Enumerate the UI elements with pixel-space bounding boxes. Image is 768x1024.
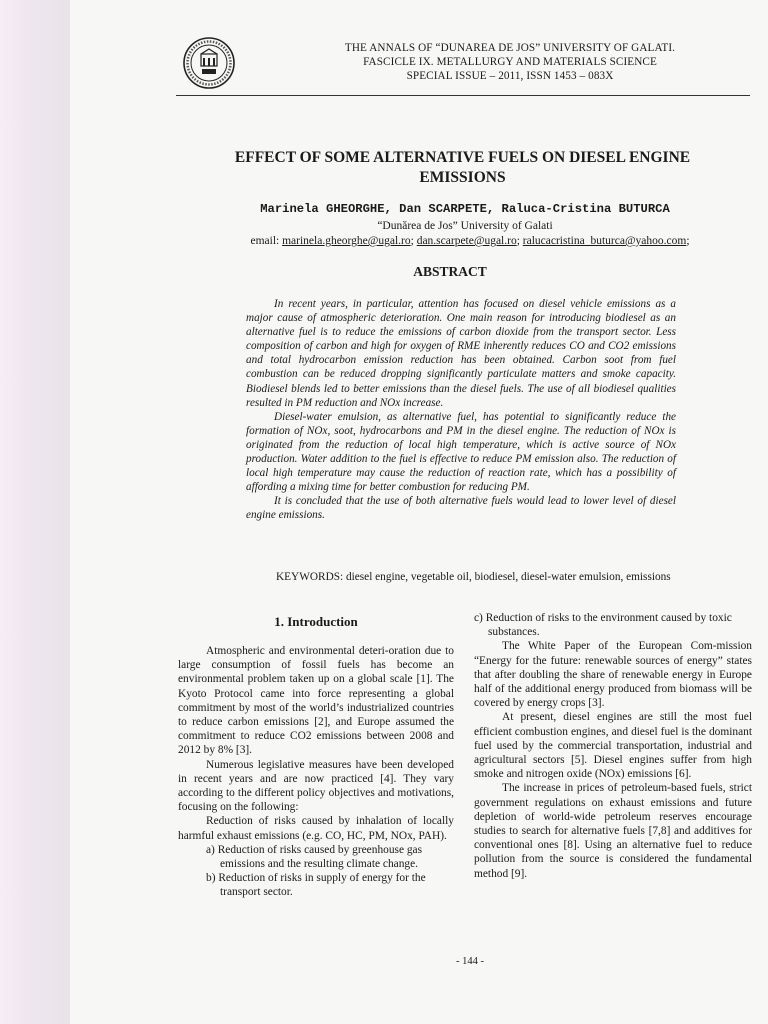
left-paragraph-2: Numerous legislative measures have been developed in recent years and are now practiced [4]. They vary according to the different policy objectives and motivations, focusing on the following: [178, 758, 454, 814]
abstract-paragraph-3: It is concluded that the use of both alternative fuels would lead to lower level of diesel engine emissions. [246, 495, 676, 522]
email-link-1[interactable]: marinela.gheorghe@ugal.ro [282, 235, 411, 247]
abstract-heading: ABSTRACT [413, 264, 487, 279]
email-link-3[interactable]: ralucacristina_buturca@yahoo.com [522, 235, 687, 247]
left-paragraph-1: Atmospheric and environmental deteri-oration due to large consumption of fossil fuels has become an environmental problem taken up on a global scale [1]. The Kyoto Protocol came into force representing a global commitment by most of the world’s industrialized countries to reduce carbon emissions [2], and Europe assumed the commitment to reduce CO2 emissions between 2008 and 2012 by 8% [3]. [178, 645, 454, 757]
header-rule [176, 95, 750, 96]
left-column [178, 644, 454, 900]
email-line: email: marinela.gheorghe@ugal.ro; dan.scarpete@ugal.ro; ralucacristina_buturca@yahoo.com; [250, 235, 690, 247]
university-seal-icon [182, 36, 236, 90]
email-link-2[interactable]: dan.scarpete@ugal.ro [416, 235, 517, 247]
journal-header-line3: SPECIAL ISSUE – 2011, ISSN 1453 – 083X [406, 70, 614, 82]
affiliation: “Dunărea de Jos” University of Galati [377, 220, 553, 232]
authors: Marinela GHEORGHE, Dan SCARPETE, Raluca-Cristina BUTURCA [260, 202, 670, 216]
right-paragraph-2: At present, diesel engines are still the most fuel efficient combustion engines, and diesel fuel is the dominant fuel used by the commercial transportation, industrial and agricultural sectors [5]. Diesel engines suffer from high smoke and nitrogen oxide (NOx) emissions [6]. [474, 711, 752, 781]
left-paragraph-3: Reduction of risks caused by inhalation of locally harmful exhaust emissions (e.g. CO, HC, PM, NOx, PAH). [178, 815, 454, 842]
abstract-paragraph-2: Diesel-water emulsion, as alternative fuel, has potential to significantly reduce the formation of NOx, soot, hydrocarbons and PM in the diesel engine. The reduction of NOx is originated from the reduction of local high temperature, which is active source of NOx production. Water addition to the fuel is effective to reduce PM emission also. The reduction of local high temperature may cause the reduction of reaction rate, which has a possibility of affording a mixing time for better combustion for reducing PM. [246, 410, 676, 494]
right-column [474, 611, 752, 881]
list-item-b: b) Reduction of risks in supply of energy for the transport sector. [206, 872, 426, 899]
paper-title-line1: EFFECT OF SOME ALTERNATIVE FUELS ON DIESEL ENGINE [234, 149, 691, 166]
paper-title-line2: EMISSIONS [419, 169, 506, 186]
list-item-c: c) Reduction of risks to the environment caused by toxic substances. [474, 612, 732, 639]
list-item-a: a) Reduction of risks caused by greenhouse gas emissions and the resulting climate change. [206, 843, 423, 871]
page-number: - 144 - [456, 956, 484, 967]
page-left-margin [0, 0, 70, 1024]
email-label: email: [250, 235, 280, 247]
keywords: KEYWORDS: diesel engine, vegetable oil, biodiesel, diesel-water emulsion, emissions [276, 571, 671, 583]
journal-header-line1: THE ANNALS OF “DUNAREA DE JOS” UNIVERSITY OF GALATI. [344, 42, 676, 54]
abstract-body [246, 297, 676, 523]
journal-header-line2: FASCICLE IX. METALLURGY AND MATERIALS SCIENCE [363, 56, 657, 68]
abstract-paragraph-1: In recent years, in particular, attention has focused on diesel vehicle emissions as a major cause of atmospheric deterioration. One main reason for introducing biodiesel as an alternative fuel is to reduce the emissions of carbon dioxide from the transport sector. Less composition of carbon and high for oxygen of RME inherently reduces CO and CO2 emissions and total hydrocarbon emission reduction has been obtained. Carbon soot from fuel combustion can be reduced dropping significantly particulate matters and smoke capacity. Biodiesel blends led to better emissions than the diesel fuels. The use of all biodiesel qualities resulted in PM reduction and NOx increase. [246, 298, 676, 409]
right-paragraph-1: The White Paper of the European Com-mission “Energy for the future: renewable sources of energy” states that after doubling the share of renewable energy in Europe half of the additional energy produced from biomass will be covered by energy crops [3]. [474, 640, 752, 710]
right-paragraph-3: The increase in prices of petroleum-based fuels, strict government regulations on exhaust emissions and future depletion of world-wide petroleum reserves encourage studies to search for alternative fuels [7,8] and additives for conventional ones [8]. Using an alternative fuel to reduce pollution from the source is considered the fundamental method [9]. [474, 782, 752, 880]
section-heading-introduction: 1. Introduction [274, 614, 358, 629]
